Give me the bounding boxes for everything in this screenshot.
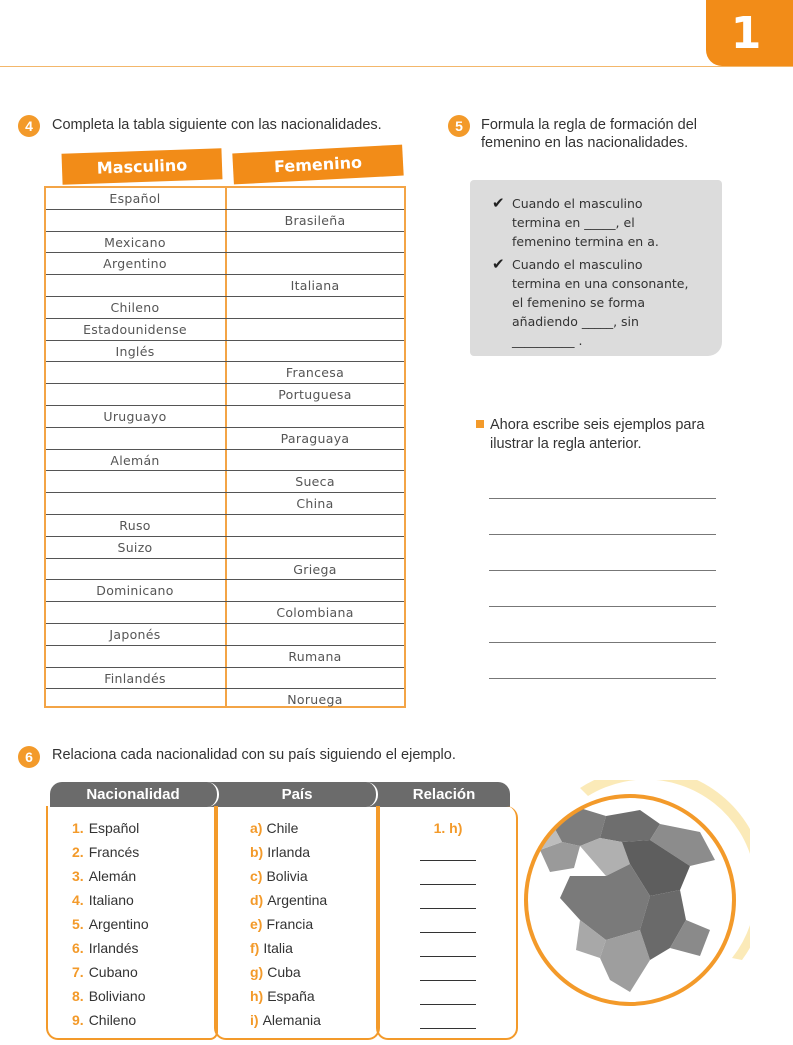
globe-icon <box>510 780 750 1020</box>
femenino-header: Femenino <box>232 145 403 185</box>
item-number: 6. <box>72 940 84 956</box>
nacionalidad-item <box>72 914 149 938</box>
item-number: 4. <box>72 892 84 908</box>
table-row <box>46 515 404 537</box>
relacion-blank[interactable] <box>420 866 476 885</box>
item-text: Irlandés <box>88 940 139 956</box>
masculino-cell[interactable] <box>46 689 224 711</box>
table-row <box>46 210 404 232</box>
nationalities-table <box>46 188 404 711</box>
femenino-cell[interactable] <box>226 537 404 558</box>
table-row <box>46 297 404 319</box>
table-row <box>46 406 404 428</box>
pais-item <box>250 938 327 962</box>
masculino-cell[interactable] <box>46 493 224 514</box>
pais-item <box>250 842 327 866</box>
relacion-blank[interactable] <box>420 914 476 933</box>
femenino-cell: Sueca <box>295 474 335 490</box>
rule-1-line-1: Cuando el masculino <box>512 196 643 211</box>
masculino-cell[interactable] <box>46 602 224 623</box>
relacion-example <box>404 818 492 842</box>
item-text: Chile <box>266 820 299 836</box>
item-text: Cubano <box>88 964 138 980</box>
table-row <box>46 253 404 275</box>
femenino-cell[interactable] <box>226 341 404 362</box>
femenino-cell[interactable] <box>226 188 404 209</box>
item-text: Irlanda <box>267 844 311 860</box>
relacion-answer-row <box>404 986 492 1010</box>
relacion-answer-row <box>404 1010 492 1034</box>
masculino-cell: Japonés <box>109 626 161 642</box>
item-text: Chileno <box>88 1012 137 1028</box>
example-answer-line[interactable] <box>489 570 716 571</box>
masculino-cell: Argentino <box>103 256 167 272</box>
pais-list <box>250 818 327 1034</box>
masculino-cell[interactable] <box>46 210 224 231</box>
item-text: Argentina <box>267 892 328 908</box>
item-text: Español <box>88 820 140 836</box>
item-text: Cuba <box>267 964 301 980</box>
rule-1-line-3: femenino termina en a. <box>512 234 659 249</box>
rule-2-line-4: añadiendo _____, sin <box>512 314 639 329</box>
example-answer-line[interactable] <box>489 606 716 607</box>
femenino-cell[interactable] <box>226 515 404 536</box>
exercise-5-instruction-line1: Formula la regla de formación del <box>481 117 697 133</box>
masculino-cell: Suizo <box>117 539 153 555</box>
table-row <box>46 493 404 515</box>
relacion-answer-row <box>404 962 492 986</box>
exercise-4-instruction: Completa la tabla siguiente con las nacionalidades. <box>52 117 382 133</box>
rule-item-1 <box>492 194 708 251</box>
masculino-cell[interactable] <box>46 362 224 383</box>
rule-1-line-2: termina en _____, el <box>512 215 635 230</box>
relacion-answer-row <box>404 938 492 962</box>
square-bullet-icon <box>476 420 484 428</box>
masculino-cell: Inglés <box>115 343 155 359</box>
exercise-5-badge: 5 <box>448 115 470 137</box>
item-text: Boliviano <box>88 988 146 1004</box>
item-text: Alemania <box>262 1012 321 1028</box>
rule-item-2 <box>492 255 708 350</box>
masculino-cell[interactable] <box>46 646 224 667</box>
globe-illustration <box>510 780 750 1020</box>
item-letter: h) <box>250 988 264 1004</box>
item-number: 2. <box>72 844 84 860</box>
item-number: 5. <box>72 916 84 932</box>
masculino-cell[interactable] <box>46 384 224 405</box>
nacionalidad-item <box>72 842 149 866</box>
table-row <box>46 428 404 450</box>
rule-2-line-5: __________ . <box>512 333 583 348</box>
examples-instruction-line1: Ahora escribe seis ejemplos para <box>476 416 704 435</box>
table-row <box>46 471 404 493</box>
exercise-4-badge: 4 <box>18 115 40 137</box>
femenino-cell: Brasileña <box>284 212 346 228</box>
nacionalidad-item <box>72 1010 149 1034</box>
femenino-cell[interactable] <box>226 253 404 274</box>
nacionalidad-item <box>72 866 149 890</box>
check-icon: ✔ <box>492 194 505 212</box>
rule-2-line-1: Cuando el masculino <box>512 257 643 272</box>
pais-item <box>250 986 327 1010</box>
exercise-6-instruction: Relaciona cada nacionalidad con su país siguiendo el ejemplo. <box>52 747 456 763</box>
rule-2-line-2: termina en una consonante, <box>512 276 689 291</box>
femenino-cell: Paraguaya <box>280 430 350 446</box>
masculino-cell[interactable] <box>46 275 224 296</box>
nacionalidad-item <box>72 890 149 914</box>
col-pais-header: País <box>281 786 313 803</box>
table-row <box>46 537 404 559</box>
masculino-cell: Alemán <box>110 452 160 468</box>
item-number: 9. <box>72 1012 84 1028</box>
item-letter: i) <box>250 1012 259 1028</box>
pais-item <box>250 914 327 938</box>
femenino-cell: Colombiana <box>276 605 354 621</box>
relacion-blank[interactable] <box>420 890 476 909</box>
item-text: Bolivia <box>266 868 308 884</box>
item-letter: f) <box>250 940 260 956</box>
table-row <box>46 275 404 297</box>
masculino-cell: Chileno <box>110 299 160 315</box>
femenino-cell[interactable] <box>226 450 404 471</box>
masculino-cell: Uruguayo <box>103 408 167 424</box>
relacion-list <box>404 818 492 1034</box>
femenino-cell[interactable] <box>226 580 404 601</box>
femenino-cell: Rumana <box>288 648 342 664</box>
example-answer-line[interactable] <box>489 534 716 535</box>
table-row <box>46 624 404 646</box>
relacion-answer-row <box>404 914 492 938</box>
item-text: Alemán <box>88 868 137 884</box>
femenino-cell[interactable] <box>226 624 404 645</box>
relacion-blank[interactable] <box>420 938 476 957</box>
example-answer-lines <box>489 498 716 714</box>
table-row <box>46 232 404 254</box>
masculino-cell[interactable] <box>46 559 224 580</box>
masculino-header: Masculino <box>62 148 223 185</box>
relacion-example-answer: 1. h) <box>433 820 463 836</box>
table-row <box>46 188 404 210</box>
examples-instruction-line2: ilustrar la regla anterior. <box>490 436 642 452</box>
nacionalidad-list <box>72 818 149 1034</box>
masculino-cell[interactable] <box>46 471 224 492</box>
pais-item <box>250 890 327 914</box>
item-text: Argentino <box>88 916 149 932</box>
exercise-6-badge: 6 <box>18 746 40 768</box>
table-row <box>46 450 404 472</box>
relacion-blank[interactable] <box>420 986 476 1005</box>
example-answer-line[interactable] <box>489 498 716 499</box>
table-row <box>46 362 404 384</box>
item-number: 1. <box>72 820 84 836</box>
masculino-cell: Dominicano <box>96 583 174 599</box>
masculino-cell: Estadounidense <box>83 321 187 337</box>
item-number: 8. <box>72 988 84 1004</box>
femenino-cell: Portuguesa <box>278 387 352 403</box>
relacion-blank[interactable] <box>420 1010 476 1029</box>
pais-item <box>250 866 327 890</box>
table-row <box>46 319 404 341</box>
femenino-cell: Griega <box>293 561 337 577</box>
item-text: Francés <box>88 844 140 860</box>
item-text: Francia <box>266 916 314 932</box>
col-relacion-header: Relación <box>412 786 476 803</box>
pais-item <box>250 1010 327 1034</box>
relacion-answer-row <box>404 842 492 866</box>
femenino-cell: Francesa <box>285 365 345 381</box>
nacionalidad-item <box>72 986 149 1010</box>
table-row <box>46 689 404 711</box>
femenino-cell[interactable] <box>226 232 404 253</box>
nacionalidad-item <box>72 962 149 986</box>
item-number: 7. <box>72 964 84 980</box>
table-row <box>46 559 404 581</box>
femenino-cell[interactable] <box>226 319 404 340</box>
table-row <box>46 602 404 624</box>
check-icon: ✔ <box>492 255 505 273</box>
rule-text <box>492 194 708 354</box>
table-row <box>46 384 404 406</box>
masculino-cell: Finlandés <box>104 670 166 686</box>
header-rule <box>0 66 793 67</box>
femenino-cell[interactable] <box>226 406 404 427</box>
pais-item <box>250 962 327 986</box>
item-letter: c) <box>250 868 263 884</box>
unit-number: 1 <box>730 8 762 59</box>
item-text: Italiano <box>88 892 134 908</box>
exercise-5-instruction-line2: femenino en las nacionalidades. <box>481 135 689 151</box>
example-answer-line[interactable] <box>489 678 716 679</box>
table-row <box>46 580 404 602</box>
relacion-blank[interactable] <box>420 962 476 981</box>
relacion-answer-row <box>404 866 492 890</box>
item-letter: a) <box>250 820 263 836</box>
femenino-cell: Noruega <box>287 692 343 708</box>
table-row <box>46 668 404 690</box>
femenino-cell: China <box>296 496 334 512</box>
masculino-cell: Ruso <box>119 517 151 533</box>
nacionalidad-item <box>72 938 149 962</box>
pais-item <box>250 818 327 842</box>
masculino-cell: Mexicano <box>104 234 166 250</box>
relacion-answer-row <box>404 890 492 914</box>
nacionalidad-item <box>72 818 149 842</box>
item-number: 3. <box>72 868 84 884</box>
item-text: Italia <box>263 940 293 956</box>
rule-2-line-3: el femenino se forma <box>512 295 646 310</box>
masculino-cell: Español <box>109 191 161 206</box>
item-letter: e) <box>250 916 263 932</box>
masculino-cell[interactable] <box>46 428 224 449</box>
femenino-cell[interactable] <box>226 668 404 689</box>
example-answer-line[interactable] <box>489 642 716 643</box>
item-letter: g) <box>250 964 264 980</box>
item-letter: d) <box>250 892 264 908</box>
col-nacionalidad-header: Nacionalidad <box>86 786 180 803</box>
item-text: España <box>267 988 315 1004</box>
relacion-blank[interactable] <box>420 842 476 861</box>
femenino-cell: Italiana <box>290 278 340 294</box>
item-letter: b) <box>250 844 264 860</box>
table-row <box>46 341 404 363</box>
table-row <box>46 646 404 668</box>
femenino-cell[interactable] <box>226 297 404 318</box>
